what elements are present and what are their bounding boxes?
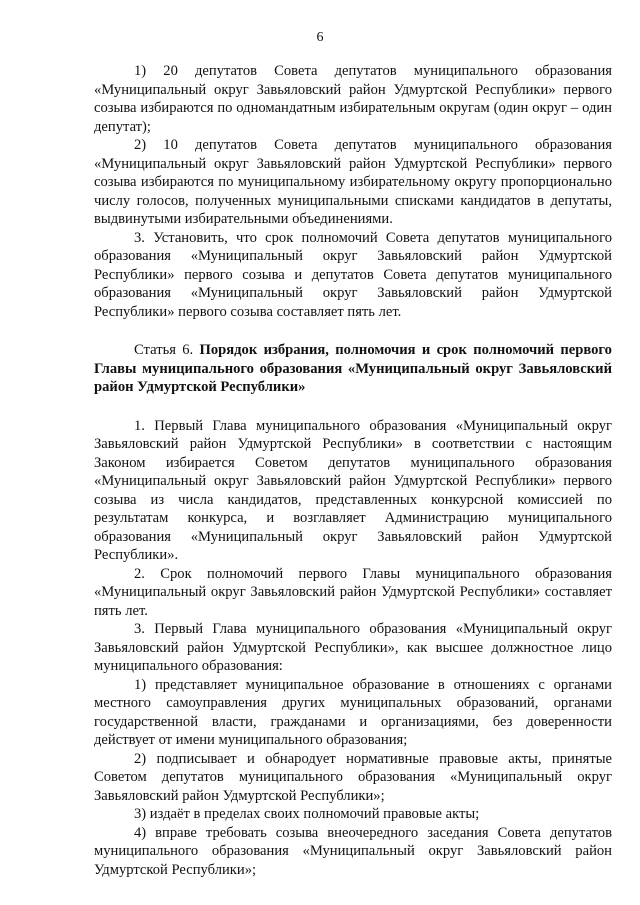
article-6-subitem-4: 4) вправе требовать созыва внеочередного заседания Совета депутатов муниципального образования «Муниципальный округ Завьяловский район Удмуртской Республики»; [94, 824, 612, 878]
article-6-point-2: 2. Срок полномочий первого Главы муниципального образования «Муниципальный округ Завьяловский район Удмуртской Республики» составляет пять лет. [94, 565, 612, 619]
article-title: Порядок избрания, полномочия и срок полномочий первого Главы муниципального образования «Муниципальный округ Завьяловский район Удмуртской Республики» [94, 342, 612, 395]
paragraph-item-1: 1) 20 депутатов Совета депутатов муниципального образования «Муниципальный округ Завьяловский район Удмуртской Республики» первого созыва избираются по одномандатным избирательным округам (один округ – один депутат); [94, 63, 612, 135]
article-6-subitem-3: 3) издаёт в пределах своих полномочий правовые акты; [134, 806, 480, 822]
article-6-point-1: 1. Первый Глава муниципального образования «Муниципальный округ Завьяловский район Удмуртской Республики» в соответствии с настоящим Законом избирается Советом депутатов муниципального образования «Муниципальный округ Завьяловский район Удмуртской Республики» первого созыва из числа кандидатов, представленных конкурсной комиссией по результатам конкурса, и возглавляет Администрацию муниципального образования «Муниципальный округ Завьяловский район Удмуртской Республики». [94, 417, 612, 563]
document-body [94, 62, 612, 879]
spacer [94, 321, 612, 341]
article-prefix: Статья 6. [134, 342, 194, 358]
article-6-point-3: 3. Первый Глава муниципального образования «Муниципальный округ Завьяловский район Удмуртской Республики», как высшее должностное лицо муниципального образования: [94, 621, 612, 674]
spacer [94, 397, 612, 417]
paragraph-point-3: 3. Установить, что срок полномочий Совета депутатов муниципального образования «Муниципальный округ Завьяловский район Удмуртской Республики» первого созыва и депутатов Совета депутатов муниципального образования «Муниципальный округ Завьяловский район Удмуртской Республики» первого созыва составляет пять лет. [94, 229, 612, 320]
article-6-subitem-1: 1) представляет муниципальное образование в отношениях с органами местного самоуправления других муниципальных образований, органами государственной власти, гражданами и организациями, без доверенности действует от имени муниципального образования; [94, 676, 612, 748]
article-6-heading [94, 341, 612, 397]
page-number: 6 [316, 30, 324, 45]
article-6-subitem-2: 2) подписывает и обнародует нормативные правовые акты, принятые Советом депутатов муниципального образования «Муниципальный округ Завьяловский район Удмуртской Республики»; [94, 750, 612, 804]
paragraph-item-2: 2) 10 депутатов Совета депутатов муниципального образования «Муниципальный округ Завьяловский район Удмуртской Республики» первого созыва избираются по муниципальному избирательному округу пропорционально числу голосов, полученных муниципальными списками кандидатов в депутаты, выдвинутыми избирательными объединениями. [94, 137, 612, 227]
